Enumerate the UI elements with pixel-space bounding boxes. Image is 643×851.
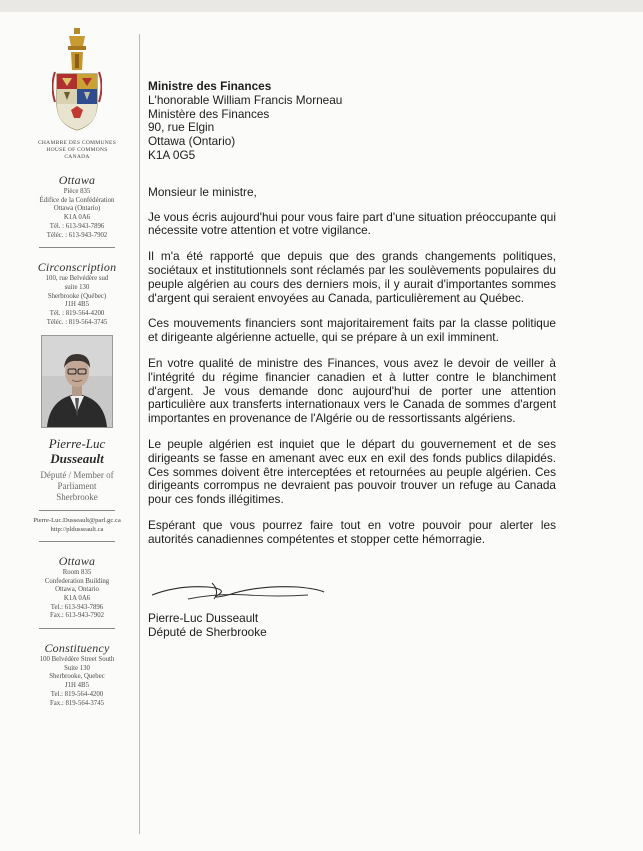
ottawa-office-fr [18, 173, 136, 240]
handwritten-signature-icon [148, 565, 328, 609]
letter-paragraph: En votre qualité de ministre des Finances, vous avez le devoir de veiller à l'intégrité du régime financier canadien et à lutter contre le blanchiment d'argent. Je vous demande donc aujourd'hui de porter une attention particulière aux transferts internationaux vers le Canada de sommes d'argent importantes en provenance de l'Algérie ou de ressortissants algériens. [148, 355, 556, 426]
letter-paragraph: Je vous écris aujourd'hui pour vous faire part d'une situation préoccupante qui nécessite votre attention et votre vigilance. [148, 209, 556, 238]
ottawa-fr-heading: Ottawa [58, 173, 96, 187]
house-name-country: CANADA [64, 154, 90, 160]
house-of-commons-crest-icon [52, 26, 102, 136]
circonscription-office [18, 260, 136, 327]
letterhead-sidebar [18, 26, 136, 708]
circonscription-line: J1H 4B5 [65, 301, 89, 309]
signer-name: Pierre-Luc Dusseault [148, 611, 259, 626]
ottawa-en-line: Tel.: 613-943-7896 [50, 603, 104, 611]
constituency-line: Suite 130 [64, 664, 90, 672]
signer-title: Député de Sherbrooke [148, 625, 267, 640]
recipient-title: Ministre des Finances [148, 79, 272, 93]
letter-paragraph: Ces mouvements financiers sont majoritairement faits par la classe politique et dirigeante algérienne actuelle, qui se prépare à un exil imminent. [148, 316, 556, 345]
house-name-fr: CHAMBRE DES COMMUNES [37, 140, 117, 146]
letter-paragraph: Espérant que vous pourrez faire tout en votre pouvoir pour alerter les autorités canadiennes compétentes et stopper cette hémorragie. [148, 517, 556, 546]
ottawa-en-line: Confederation Building [44, 577, 110, 585]
circonscription-line: suite 130 [64, 283, 90, 291]
constituency-line: 100 Belvédère Street South [39, 656, 115, 664]
sidebar-divider [39, 510, 115, 511]
mp-role-line: Sherbrooke [56, 492, 98, 503]
portrait-illustration [42, 336, 112, 427]
ottawa-fr-line: K1A 0A6 [63, 214, 91, 222]
constituency-line: Fax.: 819-564-3745 [50, 699, 104, 707]
ottawa-en-line: Ottawa, Ontario [55, 586, 99, 594]
signer-block [148, 612, 556, 640]
letter-body [148, 80, 556, 640]
recipient-line: Ottawa (Ontario) [148, 134, 236, 149]
recipient-line: L'honorable William Francis Morneau [148, 92, 343, 107]
letter-paragraph: Le peuple algérien est inquiet que le départ du gouvernement et de ses dirigeants se fasse en amenant avec eux en exil des fonds publics dilapidés. Ces sommes doivent être interceptées et retournées au peuple algérien. Ces dirigeants corrompus ne devraient pas pouvoir trouver un refuge au Canada pour ces fonds illégitimes. [148, 436, 556, 507]
recipient-line: K1A 0G5 [148, 147, 196, 162]
ottawa-fr-line: Tél. : 613-943-7896 [49, 222, 105, 230]
constituency-line: J1H 4B5 [65, 682, 89, 690]
constituency-line: Sherbrooke, Quebec [49, 673, 105, 681]
sidebar-divider [39, 541, 115, 542]
circonscription-line: Téléc. : 819-564-3745 [46, 318, 108, 326]
constituency-line: Tel.: 819-564-4200 [50, 690, 104, 698]
recipient-line: Ministère des Finances [148, 106, 270, 121]
circonscription-line: Sherbrooke (Québec) [47, 292, 107, 300]
circonscription-line: Tél. : 819-564-4200 [49, 310, 105, 318]
ottawa-en-heading: Ottawa [58, 553, 96, 568]
mp-contact [18, 517, 136, 533]
mp-role [18, 470, 136, 503]
mp-portrait-photo [41, 335, 113, 428]
recipient-block [148, 80, 556, 163]
mp-last-name: Dusseault [50, 451, 104, 467]
mp-website-link[interactable]: http://pldusseault.ca [50, 525, 104, 533]
top-margin [0, 0, 643, 12]
mp-role-line: Député / Member of [40, 470, 114, 481]
ottawa-en-line: Fax.: 613-943-7902 [50, 612, 104, 620]
sidebar-separator-line [139, 34, 140, 834]
ottawa-fr-line: Téléc. : 613-943-7902 [46, 231, 108, 239]
ottawa-en-line: Room 835 [62, 568, 92, 576]
recipient-line: 90, rue Elgin [148, 120, 215, 135]
circonscription-line: 100, rue Belvédère sud [45, 275, 109, 283]
mp-email-link[interactable]: Pierre-Luc.Dusseault@parl.gc.ca [33, 517, 121, 525]
mp-name [18, 436, 136, 466]
ottawa-fr-line: Ottawa (Ontario) [53, 205, 101, 213]
sidebar-divider [39, 628, 115, 629]
circonscription-heading: Circonscription [37, 260, 117, 275]
sidebar-divider [39, 247, 115, 248]
constituency-office [18, 641, 136, 708]
house-name-en: HOUSE OF COMMONS [46, 147, 108, 153]
ottawa-en-line: K1A 0A6 [63, 594, 91, 602]
letter-paragraph: Il m'a été rapporté que depuis que des grands changements politiques, sociétaux et institutionnels sont réclamés par les soulèvements populaires du peuple algérien au cours des derniers mois, il y aurait d'importantes sommes d'argent qui seraient envoyées au Canada, particulièrement au Québec. [148, 249, 556, 305]
ottawa-fr-line: Pièce 835 [63, 188, 91, 195]
ottawa-office-en [18, 554, 136, 621]
ottawa-fr-line: Édifice de la Confédération [39, 196, 115, 204]
mp-role-line: Parliament [57, 481, 97, 492]
constituency-heading: Constituency [44, 641, 110, 656]
salutation: Monsieur le ministre, [148, 184, 257, 199]
house-of-commons-name [18, 140, 136, 161]
mp-first-name: Pierre-Luc [48, 436, 106, 452]
